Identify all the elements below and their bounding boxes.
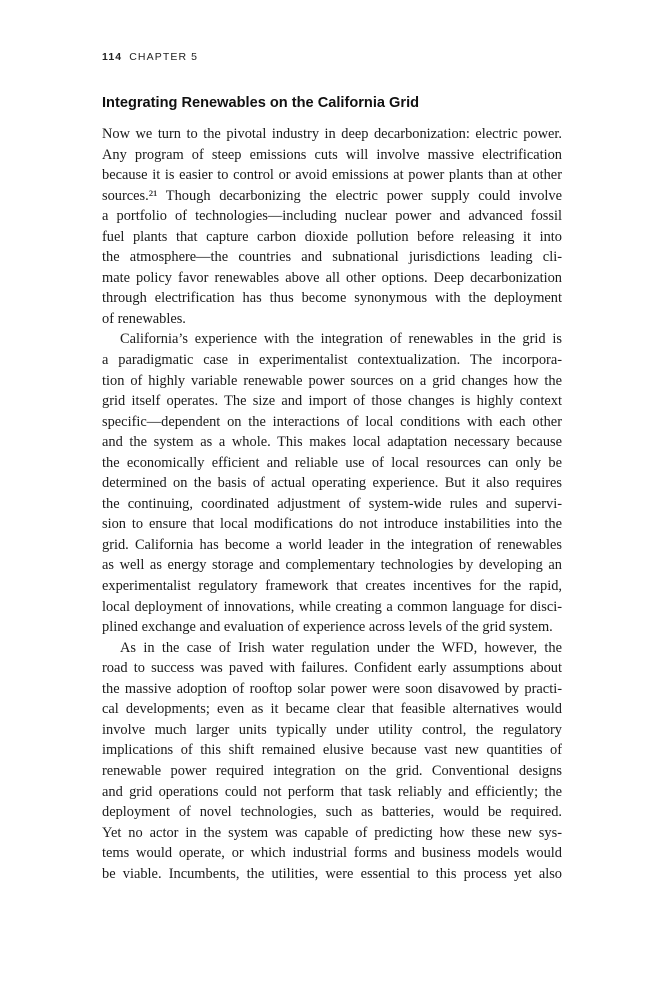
text-line: tems would operate, or which industrial forms and business models would: [102, 845, 562, 862]
text-line: as well as energy storage and complementary technologies by developing an: [102, 557, 562, 574]
body-text: [102, 124, 562, 884]
text-line: a portfolio of technologies—including nuclear power and advanced fossil: [102, 208, 562, 225]
text-line: a paradigmatic case in experimentalist contextualization. The incorpora-: [102, 352, 562, 369]
text-line: because it is easier to control or avoid emissions at power plants than at other: [102, 167, 562, 184]
text-line: Now we turn to the pivotal industry in deep decarbonization: electric power.: [102, 126, 562, 142]
text-line: specific—dependent on the interactions of local conditions with each other: [102, 413, 562, 430]
text-line: Any program of steep emissions cuts will involve massive electrification: [102, 146, 562, 163]
text-line: grid itself operates. The size and import of those changes is highly context: [102, 393, 562, 410]
text-line: road to success was paved with failures. Confident early assumptions about: [102, 660, 562, 677]
page-number: 114: [102, 51, 123, 63]
chapter-label: CHAPTER 5: [129, 51, 199, 63]
text-line: the continuing, coordinated adjustment of system-wide rules and supervi-: [102, 495, 562, 512]
paragraph-3: [102, 638, 562, 885]
text-line: sion to ensure that local modifications do not introduce instabilities into the: [102, 516, 562, 533]
text-line: the massive adoption of rooftop solar power were soon disavowed by practi-: [102, 680, 562, 697]
text-line: involve much larger units typically under utility control, the regulatory: [102, 721, 562, 738]
text-line: determined on the basis of actual operating experience. But it also requires: [102, 475, 562, 492]
text-line: grid. California has become a world leader in the integration of renewables: [102, 536, 562, 553]
text-line: fuel plants that capture carbon dioxide pollution before releasing it into: [102, 228, 562, 245]
text-line: deployment of novel technologies, such as batteries, would be required.: [102, 804, 562, 821]
text-line: be viable. Incumbents, the utilities, were essential to this process yet also: [102, 865, 562, 882]
text-line: cal developments; even as it became clear that feasible alternatives would: [102, 701, 562, 718]
text-line: the atmosphere—the countries and subnational jurisdictions leading cli-: [102, 249, 562, 266]
text-line: As in the case of Irish water regulation under the WFD, however, the: [120, 639, 562, 656]
text-line: mate policy favor renewables above all other options. Deep decarbonization: [102, 269, 562, 286]
text-line: Yet no actor in the system was capable of predicting how these new sys-: [102, 824, 562, 841]
text-line: local deployment of innovations, while creating a common language for disci-: [102, 598, 562, 615]
text-line: plined exchange and evaluation of experience across levels of the grid system.: [102, 619, 553, 636]
running-head: [102, 51, 198, 63]
text-line: experimentalist regulatory framework that creates incentives for the rapid,: [102, 578, 562, 595]
text-line: sources.²¹ Though decarbonizing the electric power supply could involve: [102, 187, 562, 204]
text-line: the economically efficient and reliable use of local resources can only be: [102, 454, 562, 471]
text-line: and the system as a whole. This makes local adaptation necessary because: [102, 434, 562, 451]
text-line: and grid operations could not perform that task reliably and efficiently; the: [102, 783, 562, 800]
text-line: through electrification has thus become synonymous with the deployment: [102, 290, 562, 307]
text-line: California’s experience with the integration of renewables in the grid is: [120, 331, 562, 348]
paragraph-2: [102, 329, 562, 637]
section-heading: Integrating Renewables on the California Grid: [102, 95, 420, 111]
text-line: of renewables.: [102, 310, 186, 327]
text-line: tion of highly variable renewable power sources on a grid changes how the: [102, 372, 562, 389]
text-line: renewable power required integration on the grid. Conventional designs: [102, 762, 562, 779]
text-line: implications of this shift remained elusive because vast new quantities of: [102, 742, 562, 759]
paragraph-1: [102, 124, 562, 329]
